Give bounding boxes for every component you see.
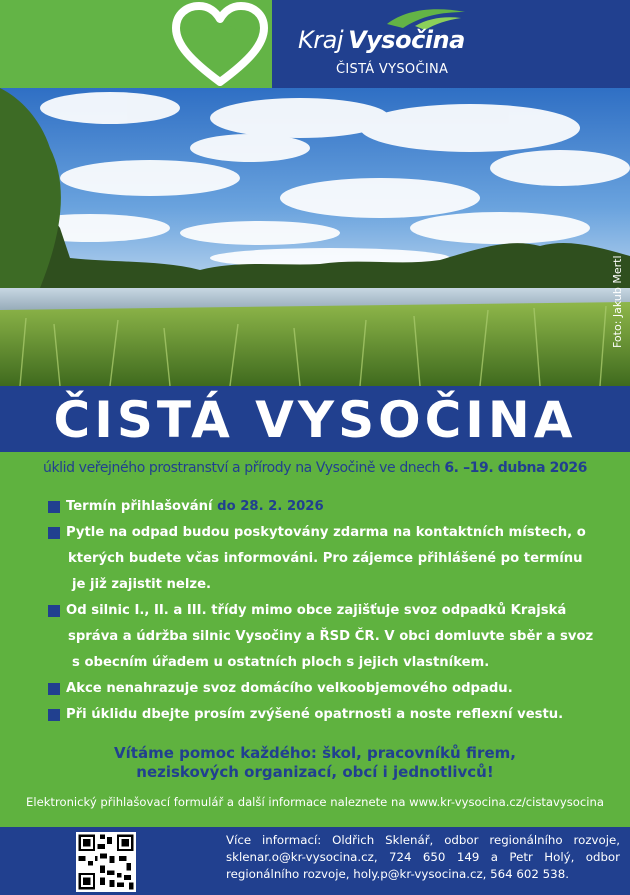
bullet-square-icon (48, 709, 60, 721)
list-item (48, 494, 608, 520)
contact-info: Více informací: Oldřich Sklenář, odbor regionálního rozvoje, sklenar.o@kr-vysocina.cz, 724 650 149 a Petr Holý, odbor regionálního rozvoje, holy.p@kr-vysocina.cz, 564 602 538. (226, 833, 620, 881)
registration-form-info: Elektronický přihlašovací formulář a další informace naleznete na www.kr-vysocina.cz/cistavysocina (26, 795, 604, 809)
list-item (48, 702, 608, 728)
brand-logo (298, 26, 465, 54)
list-item (48, 676, 608, 702)
bullet-text: Od silnic I., II. a III. třídy mimo obce zajišťuje svoz odpadků Krajská (66, 603, 567, 618)
list-item (48, 598, 608, 676)
header (0, 0, 630, 88)
brand-prefix: Kraj (298, 26, 343, 54)
info-bullet-list (48, 494, 608, 728)
bullet-square-icon (48, 501, 60, 513)
bullet-square-icon (48, 527, 60, 539)
brand-subtitle: ČISTÁ VYSOČINA (336, 62, 449, 77)
bullet-square-icon (48, 683, 60, 695)
subtitle-dates: 6. –19. dubna 2026 (444, 460, 588, 476)
registration-deadline: do 28. 2. 2026 (217, 499, 324, 514)
subtitle-text: úklid veřejného prostranství a přírody na Vysočině ve dnech (42, 460, 441, 476)
list-item (48, 520, 608, 598)
title-bar (0, 386, 630, 452)
bullet-text: správa a údržba silnic Vysočiny a ŘSD ČR. V obci domluvte sběr a svoz (68, 629, 594, 644)
bullet-text: Termín přihlašování (66, 499, 213, 514)
welcome-line: Vítáme pomoc každého: škol, pracovníků firem, (114, 744, 516, 762)
bullet-text: kterých budete včas informováni. Pro zájemce přihlášené po termínu (68, 551, 583, 566)
subtitle (0, 460, 630, 476)
welcome-line: neziskových organizací, obcí i jednotlivců! (136, 763, 494, 781)
page-title: ČISTÁ VYSOČINA (53, 391, 577, 449)
photo-credit: Foto: Jakub Mertl (611, 255, 624, 348)
brand-name: Vysočina (348, 26, 465, 54)
bullet-text: Při úklidu dbejte prosím zvýšené opatrnosti a noste reflexní vestu. (66, 707, 564, 722)
landscape-illustration (0, 88, 630, 386)
qr-code-icon[interactable] (76, 832, 136, 892)
bullet-text: Akce nenahrazuje svoz domácího velkoobjemového odpadu. (66, 681, 513, 696)
bullet-text: Pytle na odpad budou poskytovány zdarma na kontaktních místech, o (66, 525, 586, 540)
bullet-square-icon (48, 605, 60, 617)
bullet-text: je již zajistit nelze. (72, 577, 212, 592)
landscape-photo (0, 88, 630, 386)
heart-logo-icon (170, 2, 270, 86)
bullet-text: s obecním úřadem u ostatních ploch s jejich vlastníkem. (72, 655, 490, 670)
welcome-message (0, 744, 630, 782)
